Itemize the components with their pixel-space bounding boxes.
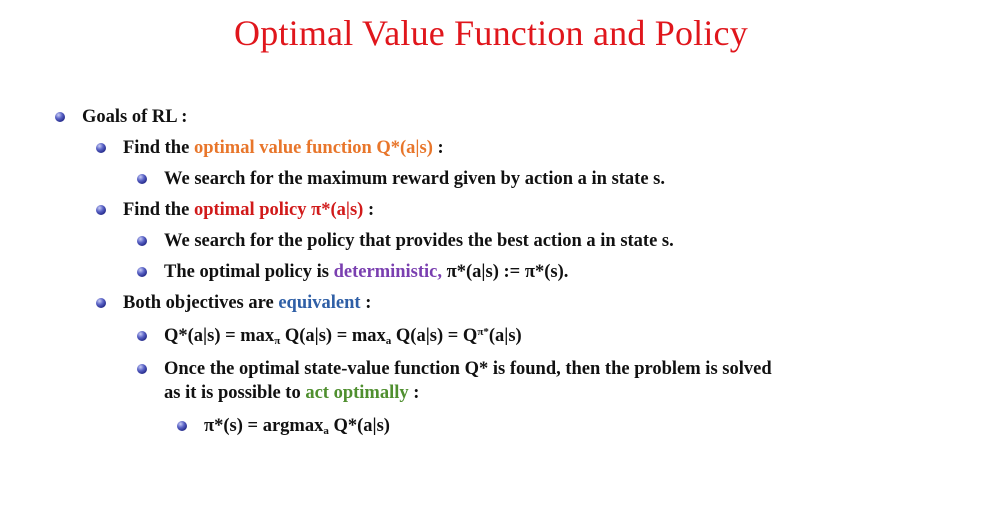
bullet-icon xyxy=(137,236,147,246)
equivalent-prefix: Both objectives are xyxy=(123,293,279,313)
bullet-icon xyxy=(55,112,65,122)
bullet-icon xyxy=(96,205,106,215)
bullet-icon xyxy=(96,298,106,308)
equation-part1: Q*(a|s) = max xyxy=(164,326,275,346)
equivalent-highlight: equivalent xyxy=(278,293,361,313)
once-line2-suffix: : xyxy=(408,383,420,403)
equation-sub-a: a xyxy=(385,335,392,347)
bullet-value-desc xyxy=(164,167,665,191)
find-policy-prefix: Find the xyxy=(123,200,194,220)
bullet-icon xyxy=(137,331,147,341)
bullet-find-value xyxy=(123,136,444,160)
bullet-deterministic xyxy=(164,260,568,284)
find-value-suffix: : xyxy=(432,138,444,158)
equation-part3: Q(a|s) = Q xyxy=(391,326,478,346)
equation-part4: (a|s) xyxy=(488,326,522,346)
deterministic-prefix: The optimal policy is xyxy=(164,262,334,282)
bullet-equivalent xyxy=(123,291,371,315)
find-policy-suffix: : xyxy=(363,200,375,220)
bullet-policy-desc xyxy=(164,229,674,253)
equation-sup-pistar: π* xyxy=(477,326,489,338)
bullet-icon xyxy=(137,267,147,277)
slide-title: Optimal Value Function and Policy xyxy=(234,13,748,53)
bullet-equation xyxy=(164,324,522,348)
bullet-argmax xyxy=(204,414,390,438)
find-value-highlight: optimal value function Q*(a|s) xyxy=(193,138,433,158)
deterministic-highlight: deterministic, xyxy=(333,262,443,282)
value-desc-text: We search for the maximum reward given by action a in state s. xyxy=(164,169,665,189)
bullet-icon xyxy=(177,421,187,431)
bullet-icon xyxy=(137,364,147,374)
once-line2-prefix: as it is possible to xyxy=(164,383,306,403)
equation-part2: Q(a|s) = max xyxy=(280,326,386,346)
policy-desc-text: We search for the policy that provides the best action a in state s. xyxy=(164,231,674,251)
equation-sub-pi: π xyxy=(274,335,281,347)
argmax-part2: Q*(a|s) xyxy=(328,416,390,436)
equivalent-suffix: : xyxy=(360,293,372,313)
find-value-prefix: Find the xyxy=(123,138,194,158)
bullet-find-policy xyxy=(123,198,374,222)
bullet-icon xyxy=(96,143,106,153)
goals-text: Goals of RL : xyxy=(82,107,188,127)
deterministic-suffix: π*(a|s) := π*(s). xyxy=(442,262,569,282)
find-policy-highlight: optimal policy π*(a|s) xyxy=(193,200,364,220)
bullet-icon xyxy=(137,174,147,184)
bullet-once xyxy=(164,357,772,405)
argmax-part1: π*(s) = argmax xyxy=(204,416,324,436)
bullet-goals xyxy=(82,105,187,129)
once-line2 xyxy=(164,381,772,405)
once-line2-highlight: act optimally xyxy=(305,383,409,403)
argmax-sub-a: a xyxy=(323,425,329,437)
once-line1: Once the optimal state-value function Q* is found, then the problem is solved xyxy=(164,359,772,379)
